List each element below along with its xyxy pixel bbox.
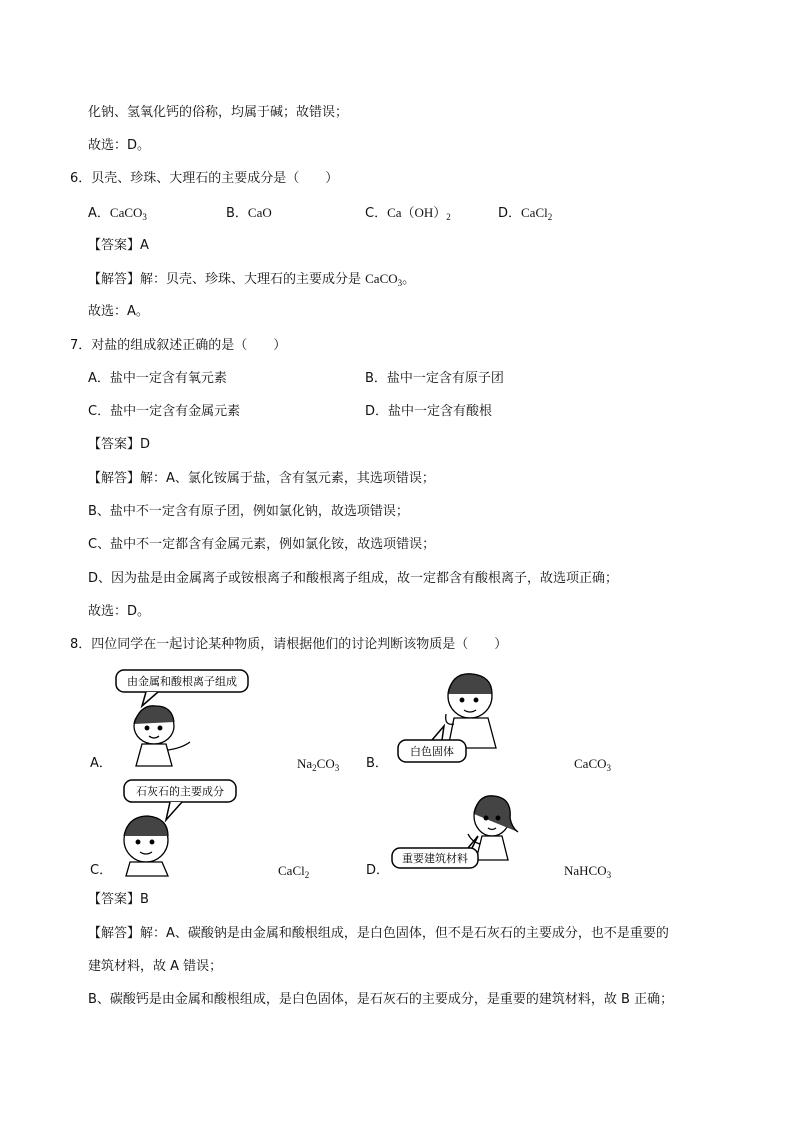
question-8: 8．四位同学在一起讨论某种物质，请根据他们的讨论判断该物质是（ ） [70,637,508,652]
q8-explanation-3: B、碳酸钙是由金属和酸根组成，是白色固体，是石灰石的主要成分，是重要的建筑材料，故 B 正确； [88,992,674,1007]
q8-explanation-1: 【解答】解：A、碳酸钠是由金属和酸根组成，是白色固体，但不是石灰石的主要成分，也不是重要的 [88,926,669,941]
q7-explanation-4: D、因为盐是由金属离子或铵根离子和酸根离子组成，故一定都含有酸根离子，故选项正确； [88,571,619,586]
question-6: 6．贝壳、珍珠、大理石的主要成分是（ ） [70,171,339,186]
q8-option-c-formula: CaCl$_2$ [278,863,310,880]
q7-explanation-3: C、盐中不一定都含有金属元素，例如氯化铵，故选项错误； [88,537,436,552]
q7-explanation-2: B、盐中不一定含有原子团，例如氯化钠，故选项错误； [88,504,409,519]
q8-option-c-illustration [110,776,250,876]
girl-figure [134,706,190,766]
q8-explanation-2: 建筑材料，故 A 错误； [88,959,223,974]
q7-option-b: B．盐中一定含有原子团 [365,371,504,386]
q8-option-b-label: B． [366,756,388,771]
q7-option-a: A．盐中一定含有氧元素 [88,371,227,386]
q6-answer: 【答案】A [88,238,149,253]
q8-option-c-label: C． [90,863,113,878]
q8-c-bubble-text: 石灰石的主要成分 [136,785,224,798]
q8-option-a-formula: $Na_2CO_3$ [297,756,340,773]
q8-option-d-illustration [388,788,538,872]
q6-option-d: D．CaCl$_2$ [498,205,553,222]
q8-option-a-label: A． [90,756,112,771]
q6-explanation: 【解答】解：贝壳、珍珠、大理石的主要成分是 CaCO$_3$。 [88,271,416,288]
q7-explanation-1: 【解答】解：A、氯化铵属于盐，含有氢元素，其选项错误； [88,471,435,486]
q8-answer: 【答案】B [88,892,149,907]
answer-selection: 故选：D。 [88,138,151,153]
text-line: 化钠、氢氧化钙的俗称，均属于碱；故错误； [88,105,349,120]
q8-option-b-formula: CaCO$_3$ [574,756,611,773]
q8-option-d-formula: NaHCO$_3$ [564,863,612,880]
q8-option-a-illustration [112,666,252,766]
q8-a-bubble-text: 由金属和酸根离子组成 [127,675,237,688]
q6-selection: 故选：A。 [88,304,149,319]
q8-option-b-illustration [392,664,542,772]
q8-option-d-label: D． [366,863,390,878]
question-7: 7．对盐的组成叙述正确的是（ ） [70,338,287,353]
q8-b-bubble-text: 白色固体 [410,745,454,758]
q7-answer: 【答案】D [88,437,151,452]
boy-figure [446,674,496,748]
q8-d-bubble-text: 重要建筑材料 [402,852,468,865]
q7-option-c: C．盐中一定含有金属元素 [88,404,241,419]
boy-figure [124,816,168,876]
q6-option-b: B．CaO [226,205,272,221]
q6-option-a: A．CaCO$_3$ [88,205,147,222]
q6-option-c: C．$Ca(OH)_2$ [365,205,451,222]
q7-option-d: D．盐中一定含有酸根 [365,404,493,419]
q7-selection: 故选：D。 [88,604,151,619]
